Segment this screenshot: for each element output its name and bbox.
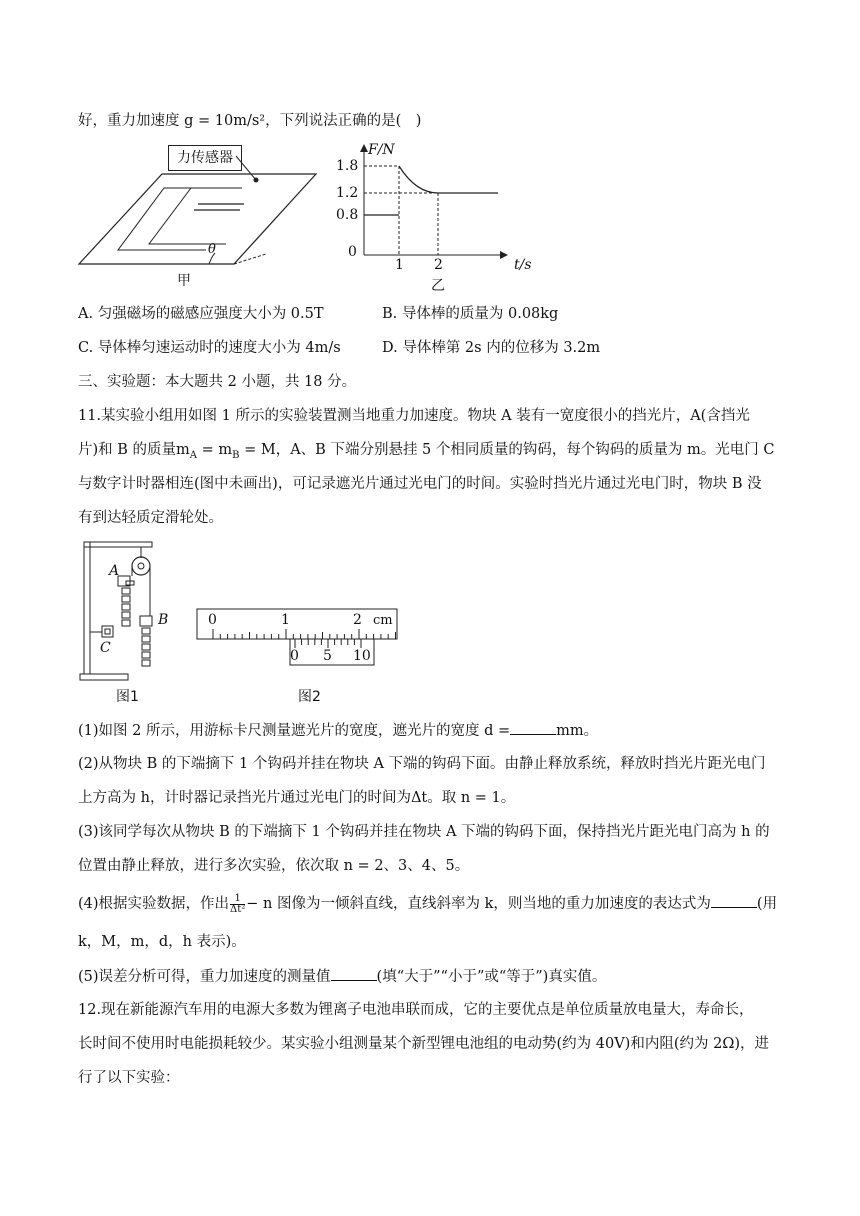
main-tick-0: 0 <box>208 612 217 628</box>
step-2-line-2: 上方高为 h，计时器记录挡光片通过光电门的时间为Δt。取 n = 1。 <box>78 790 516 806</box>
y-tick-0: 0 <box>348 244 357 260</box>
subscript-b: B <box>232 449 240 461</box>
y-axis-label: F/N <box>368 142 395 158</box>
section-heading: 三、实验题：本大题共 2 小题，共 18 分。 <box>78 374 357 390</box>
q12-line-1: 12.现在新能源汽车用的电源大多数为锂离子电池串联而成，它的主要优点是单位质量放电量大，寿命长， <box>78 1002 754 1018</box>
answer-blank-compare[interactable] <box>331 966 377 981</box>
angle-label: θ <box>208 242 216 257</box>
x-tick-2: 2 <box>434 257 443 273</box>
y-tick-1-2: 1.2 <box>336 185 359 201</box>
y-tick-0-8: 0.8 <box>336 207 359 223</box>
q11-line-1: 11.某实验小组用如图 1 所示的实验装置测当地重力加速度。物块 A 装有一宽度很小的挡光片，A(含挡光 <box>78 408 750 424</box>
step-text: (用 <box>756 896 778 912</box>
q11-text: 片)和 B 的质量m <box>78 442 190 458</box>
label-a: A <box>109 563 120 579</box>
q11-text: = M，A、B 下端分别悬挂 5 个相同质量的钩码，每个钩码的质量为 m。光电门 C <box>239 442 775 458</box>
step-text: (4)根据实验数据，作出 <box>78 896 230 912</box>
option-b[interactable]: B. 导体棒的质量为 0.08kg <box>382 306 559 322</box>
q11-line-3: 与数字计时器相连(图中未画出)，可记录遮光片通过光电门的时间。实验时挡光片通过光电门时，物块 B 没 <box>78 476 762 492</box>
step-text: mm。 <box>556 723 599 739</box>
q11-text: = m <box>197 442 233 458</box>
option-d[interactable]: D. 导体棒第 2s 内的位移为 3.2m <box>382 340 601 356</box>
step-text: (填“大于”“小于”或“等于”)真实值。 <box>376 969 607 985</box>
step-text: (5)误差分析可得，重力加速度的测量值 <box>78 969 331 985</box>
q12-line-2: 长时间不使用时电能损耗较少。某实验小组测量某个新型锂电池组的电动势(约为 40V)和内阻(约为 2Ω)，进 <box>78 1036 770 1052</box>
vernier-tick-5: 5 <box>323 648 332 664</box>
step-3-line-2: 位置由静止释放，进行多次实验，依次取 n = 2、3、4、5。 <box>78 858 470 874</box>
x-axis-label: t/s <box>514 257 532 273</box>
force-sensor-box: 力传感器 <box>168 145 242 171</box>
step-3-line-1: (3)该同学每次从物块 B 的下端摘下 1 个钩码并挂在物块 A 下端的钩码下面，保持挡光片距光电门高为 h 的 <box>78 824 770 840</box>
figure-caption-2: 图2 <box>298 689 321 705</box>
figure-2 <box>196 604 406 708</box>
option-a[interactable]: A. 匀强磁场的磁感应强度大小为 0.5T <box>78 306 324 322</box>
fraction-numerator: 1 <box>234 892 241 904</box>
label-c: C <box>100 640 111 656</box>
answer-blank-d[interactable] <box>510 720 556 735</box>
figure-caption-1: 图1 <box>116 689 139 705</box>
main-tick-1: 1 <box>281 612 290 628</box>
figure-caption-yi: 乙 <box>431 278 445 294</box>
figure-caption-jia: 甲 <box>177 273 191 289</box>
step-4-line-1 <box>78 892 777 916</box>
fraction-denominator: Δt² <box>230 903 246 915</box>
q12-line-3: 行了以下实验： <box>78 1070 180 1086</box>
figure-1 <box>78 536 188 708</box>
step-2-line-1: (2)从物块 B 的下端摘下 1 个钩码并挂在物块 A 下端的钩码下面。由静止释放系统，释放时挡光片距光电门 <box>78 756 766 772</box>
vernier-tick-10: 10 <box>353 648 371 664</box>
unit-label: cm <box>373 613 393 628</box>
step-5 <box>78 966 606 987</box>
option-c[interactable]: C. 导体棒匀速运动时的速度大小为 4m/s <box>78 340 341 356</box>
step-text: (1)如图 2 所示，用游标卡尺测量遮光片的宽度，遮光片的宽度 d = <box>78 723 511 739</box>
x-tick-1: 1 <box>395 257 404 273</box>
vernier-tick-0: 0 <box>290 648 299 664</box>
q11-line-4: 有到达轻质定滑轮处。 <box>78 510 223 526</box>
answer-blank-g[interactable] <box>711 893 757 908</box>
fraction <box>230 894 245 915</box>
step-text: − n 图像为一倾斜直线，直线斜率为 k，则当地的重力加速度的表达式为 <box>246 896 711 912</box>
y-tick-1-8: 1.8 <box>336 158 359 174</box>
step-4-line-2: k，M，m，d，h 表示)。 <box>78 934 246 950</box>
question-stem: 好，重力加速度 g = 10m/s²，下列说法正确的是( ) <box>78 113 422 129</box>
label-b: B <box>158 612 169 628</box>
main-tick-2: 2 <box>353 612 362 628</box>
apparatus-diagram <box>78 536 188 686</box>
subscript-a: A <box>189 449 198 461</box>
figure-jia <box>74 142 324 292</box>
figure-yi <box>336 140 536 295</box>
q11-line-2 <box>78 440 774 466</box>
step-1 <box>78 720 598 741</box>
